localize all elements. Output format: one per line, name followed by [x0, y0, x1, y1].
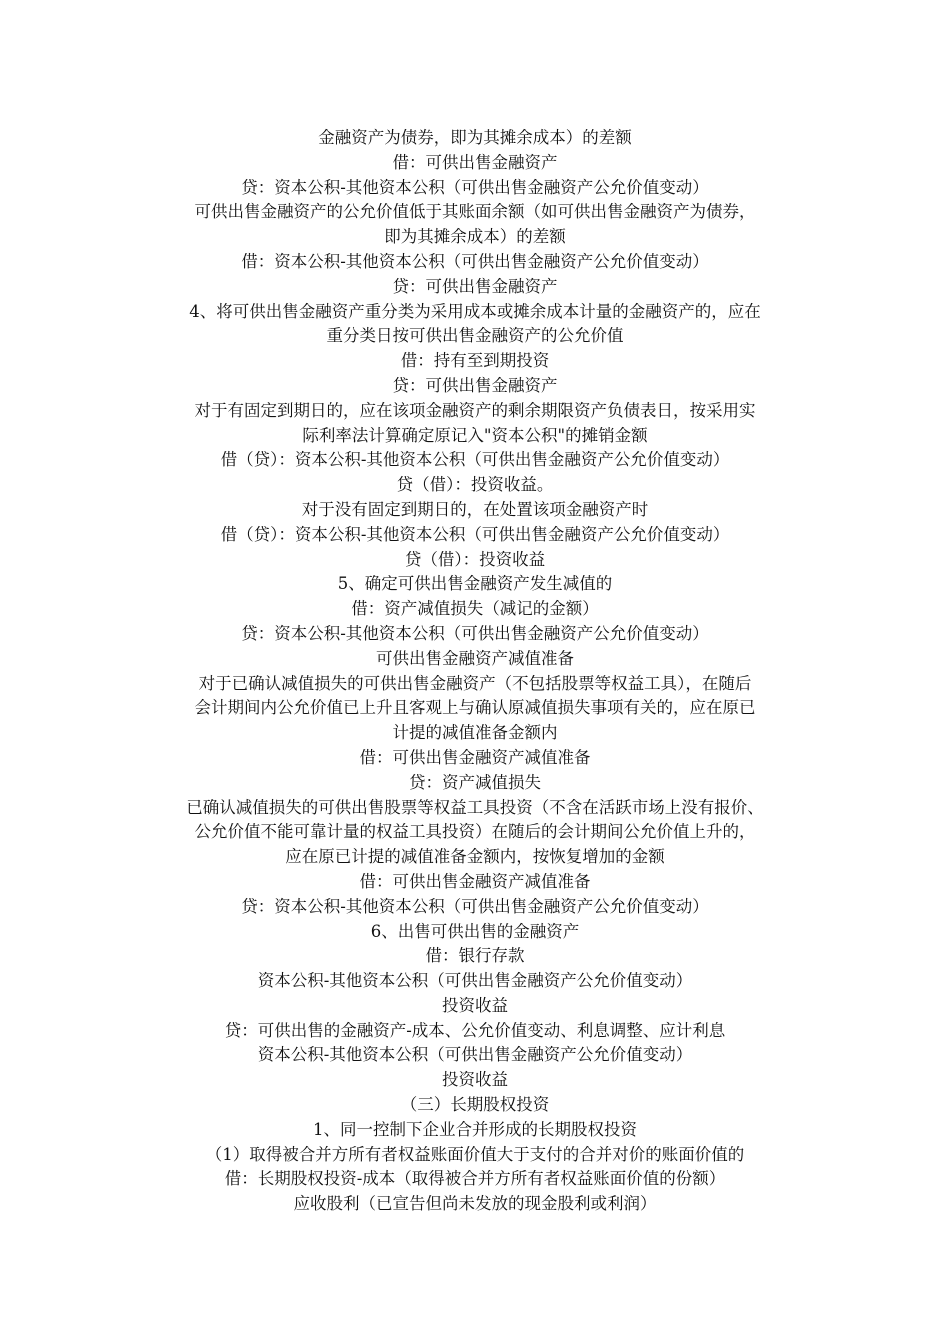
text-line: 应收股利（已宣告但尚未发放的现金股利或利润）: [293, 1194, 657, 1214]
text-line: 资本公积-其他资本公积（可供出售金融资产公允价值变动）: [257, 971, 693, 991]
text-line: 可供出售金融资产减值准备: [376, 648, 574, 668]
text-line: （三）长期股权投资: [400, 1095, 550, 1115]
text-line: 6、出售可供出售的金融资产: [370, 921, 580, 941]
text-line: 贷：资本公积-其他资本公积（可供出售金融资产公允价值变动）: [241, 896, 709, 916]
text-line: 即为其摊余成本）的差额: [384, 227, 566, 247]
text-line: 贷（借）：投资收益。: [396, 475, 554, 495]
text-line: 借（贷）：资本公积-其他资本公积（可供出售金融资产公允价值变动）: [220, 450, 730, 470]
text-line: 借：长期股权投资-成本（取得被合并方所有者权益账面价值的份额）: [224, 1169, 726, 1189]
text-line: 借：资产减值损失（减记的金额）: [351, 599, 599, 619]
text-line: 借：资本公积-其他资本公积（可供出售金融资产公允价值变动）: [241, 251, 709, 271]
text-line: 贷：资产减值损失: [409, 772, 541, 792]
document-page: [0, 126, 950, 1217]
text-line: 贷：资本公积-其他资本公积（可供出售金融资产公允价值变动）: [241, 623, 709, 643]
text-line: 借：银行存款: [425, 946, 525, 966]
text-line: 会计期间内公允价值已上升且客观上与确认原减值损失事项有关的，应在原已: [194, 698, 756, 718]
text-line: 已确认减值损失的可供出售股票等权益工具投资（不含在活跃市场上没有报价、: [186, 797, 764, 817]
text-line: 4、将可供出售金融资产重分类为采用成本或摊余成本计量的金融资产的，应在: [189, 301, 761, 321]
text-line: 对于有固定到期日的，应在该项金融资产的剩余期限资产负债表日，按采用实: [194, 400, 756, 420]
text-line: 贷：可供出售的金融资产-成本、公允价值变动、利息调整、应计利息: [224, 1020, 726, 1040]
text-line: 应在原已计提的减值准备金额内，按恢复增加的金额: [285, 847, 665, 867]
text-line: 际利率法计算确定原记入"资本公积"的摊销金额: [302, 425, 648, 445]
text-line: 公允价值不能可靠计量的权益工具投资）在随后的会计期间公允价值上升的，: [194, 822, 756, 842]
text-line: 借（贷）：资本公积-其他资本公积（可供出售金融资产公允价值变动）: [220, 524, 730, 544]
text-line: 可供出售金融资产的公允价值低于其账面余额（如可供出售金融资产为债券，: [194, 202, 756, 222]
text-line: 借：可供出售金融资产减值准备: [359, 747, 591, 767]
text-line: 借：可供出售金融资产: [392, 152, 558, 172]
text-line: 投资收益: [442, 1070, 508, 1090]
text-line: （1）取得被合并方所有者权益账面价值大于支付的合并对价的账面价值的: [205, 1144, 745, 1164]
text-line: 借：持有至到期投资: [400, 351, 550, 371]
text-line: 贷：资本公积-其他资本公积（可供出售金融资产公允价值变动）: [241, 177, 709, 197]
text-line: 贷：可供出售金融资产: [392, 375, 558, 395]
text-line: 借：可供出售金融资产减值准备: [359, 871, 591, 891]
text-line: 对于已确认减值损失的可供出售金融资产（不包括股票等权益工具），在随后: [198, 673, 752, 693]
text-line: 计提的减值准备金额内: [392, 723, 558, 743]
text-line: 1、同一控制下企业合并形成的长期股权投资: [313, 1119, 637, 1139]
text-line: 金融资产为债券，即为其摊余成本）的差额: [318, 128, 632, 147]
text-line: 投资收益: [442, 995, 508, 1015]
text-line: 对于没有固定到期日的，在处置该项金融资产时: [301, 499, 649, 519]
text-line: 贷：可供出售金融资产: [392, 276, 558, 296]
text-line: 资本公积-其他资本公积（可供出售金融资产公允价值变动）: [257, 1045, 693, 1065]
text-line: 贷（借）：投资收益: [404, 549, 546, 569]
text-line: 5、确定可供出售金融资产发生减值的: [337, 574, 613, 594]
text-line: 重分类日按可供出售金融资产的公允价值: [326, 326, 624, 346]
